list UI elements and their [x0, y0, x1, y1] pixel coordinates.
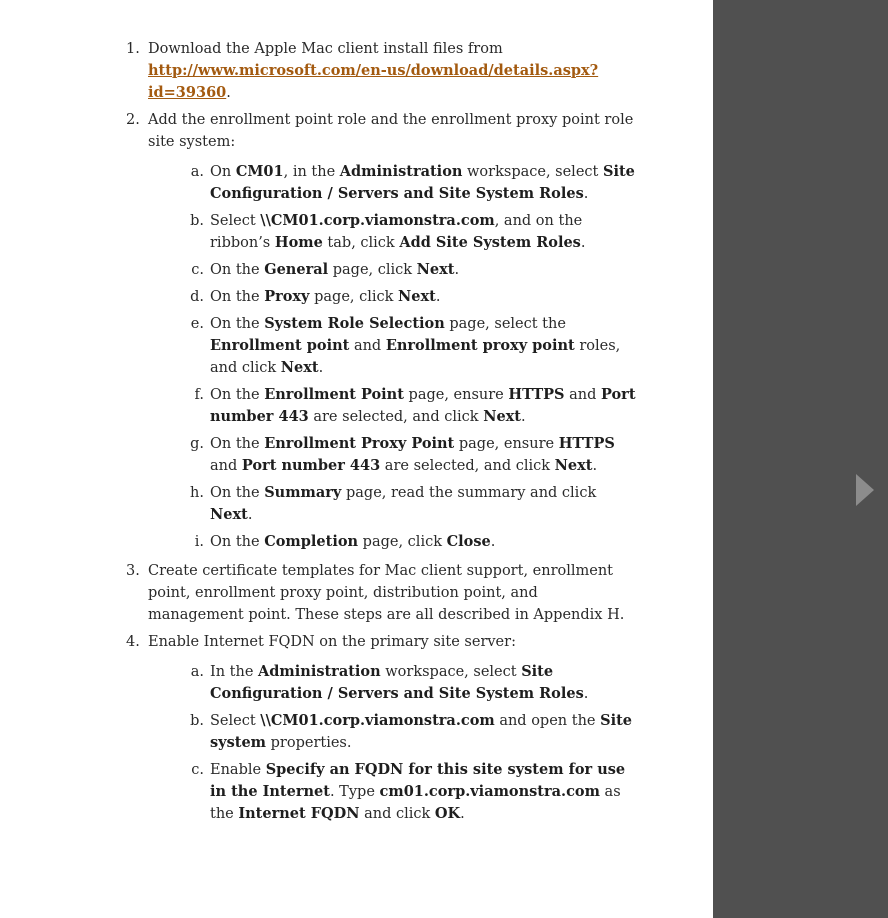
- emphasis-text: Proxy: [264, 288, 310, 305]
- emphasis-text: Port number 443: [241, 457, 381, 474]
- sub-step-text: .: [460, 806, 465, 822]
- emphasis-text: Next: [416, 261, 455, 278]
- step-text: Enable Internet FQDN on the primary site server:: [148, 634, 516, 650]
- step-number: 4.: [126, 634, 140, 650]
- emphasis-text: Next: [554, 457, 593, 474]
- emphasis-text: Site Configuration / Servers and Site System Roles: [210, 663, 584, 702]
- emphasis-text: Close: [446, 533, 491, 550]
- sub-step-item: [188, 433, 636, 477]
- emphasis-text: Completion: [264, 533, 359, 550]
- sub-step-text: are selected, and click: [380, 458, 555, 474]
- sub-step-text: .: [580, 235, 586, 251]
- sub-step-text: and open the: [494, 713, 601, 729]
- emphasis-text: \\CM01.corp.viamonstra.com: [260, 212, 495, 229]
- sub-step-text: page, ensure: [403, 387, 509, 403]
- sub-step-text: roles, and click: [210, 338, 621, 376]
- sub-step-text: and: [349, 338, 386, 354]
- sub-step-letter: a.: [190, 164, 204, 180]
- sub-step-text: In the: [210, 664, 259, 680]
- sub-step-text: .: [583, 186, 589, 202]
- sub-step-text: and: [210, 458, 242, 474]
- emphasis-text: Add Site System Roles: [399, 234, 581, 251]
- sub-steps: [188, 661, 636, 825]
- sub-step-text: On the: [210, 289, 265, 305]
- emphasis-text: Home: [274, 234, 323, 251]
- sub-step-item: [188, 313, 636, 379]
- sub-step-text: , and on the ribbon’s: [210, 213, 583, 251]
- sub-step-letter: i.: [194, 534, 204, 550]
- sub-step-text: On the: [210, 534, 265, 550]
- viewer-side-panel: [713, 0, 888, 918]
- emphasis-text: Next: [398, 288, 436, 305]
- sub-step-text: On the: [210, 485, 265, 501]
- emphasis-text: Site system: [210, 712, 633, 751]
- sub-step-text: On: [210, 164, 236, 180]
- emphasis-text: HTTPS: [508, 386, 565, 403]
- sub-step-text: tab, click: [322, 235, 400, 251]
- sub-step-text: .: [521, 409, 526, 425]
- step-text: Add the enrollment point role and the enrollment proxy point role site system:: [148, 112, 634, 150]
- emphasis-text: Next: [280, 359, 319, 376]
- sub-step-letter: c.: [191, 762, 204, 778]
- sub-step-letter: b.: [190, 213, 204, 229]
- emphasis-text: Internet FQDN: [238, 805, 360, 822]
- download-link[interactable]: http://www.microsoft.com/en-us/download/details.aspx?id=39360: [148, 62, 599, 101]
- sub-step-text: as the: [210, 784, 621, 822]
- sub-step-item: [188, 710, 636, 754]
- sub-step-text: Select: [210, 213, 261, 229]
- sub-step-text: page, click: [358, 534, 447, 550]
- emphasis-text: Port number 443: [210, 386, 636, 425]
- sub-step-text: On the: [210, 387, 265, 403]
- sub-step-item: [188, 259, 636, 281]
- step-item: [126, 560, 636, 626]
- emphasis-text: cm01.corp.viamonstra.com: [379, 783, 600, 800]
- sub-step-item: [188, 759, 636, 825]
- emphasis-text: OK: [434, 805, 461, 822]
- step-text: Download the Apple Mac client install files from: [148, 41, 503, 57]
- step-text: Create certificate templates for Mac client support, enrollment point, enrollment proxy point, distribution point, and management point. These steps are all described in Appendix H.: [148, 563, 625, 623]
- instructions: [126, 38, 636, 832]
- emphasis-text: Site Configuration / Servers and Site System Roles: [210, 163, 635, 202]
- sub-step-item: [188, 661, 636, 705]
- step-text-tail: .: [226, 85, 231, 101]
- emphasis-text: Summary: [264, 484, 342, 501]
- emphasis-text: Next: [210, 506, 248, 523]
- emphasis-text: Enrollment Point: [264, 386, 404, 403]
- sub-step-text: .: [454, 262, 460, 278]
- sub-step-letter: a.: [190, 664, 204, 680]
- emphasis-text: Enrollment point: [210, 337, 350, 354]
- sub-step-letter: d.: [190, 289, 204, 305]
- sub-step-letter: h.: [190, 485, 204, 501]
- sub-step-text: and click: [359, 806, 435, 822]
- sub-steps: [188, 161, 636, 553]
- emphasis-text: Administration: [339, 163, 463, 180]
- sub-step-text: On the: [210, 316, 265, 332]
- sub-step-text: are selected, and click: [308, 409, 484, 425]
- sub-step-item: [188, 286, 636, 308]
- sub-step-text: On the: [210, 436, 265, 452]
- emphasis-text: Administration: [258, 663, 381, 680]
- step-item: [126, 109, 636, 553]
- emphasis-text: Next: [483, 408, 522, 425]
- step-number: 2.: [126, 112, 140, 128]
- sub-step-letter: f.: [194, 387, 204, 403]
- sub-step-item: [188, 531, 636, 553]
- emphasis-text: HTTPS: [558, 435, 615, 452]
- emphasis-text: Enrollment proxy point: [385, 337, 575, 354]
- step-item: [126, 38, 636, 104]
- sub-step-text: page, click: [309, 289, 399, 305]
- sub-step-letter: b.: [190, 713, 204, 729]
- sub-step-text: page, ensure: [454, 436, 559, 452]
- sub-step-letter: g.: [190, 436, 204, 452]
- sub-step-text: .: [583, 686, 589, 702]
- sub-step-text: On the: [210, 262, 265, 278]
- sub-step-text: .: [490, 534, 496, 550]
- step-number: 3.: [126, 563, 140, 579]
- sub-step-text: page, click: [328, 262, 417, 278]
- sub-step-item: [188, 210, 636, 254]
- emphasis-text: Specify an FQDN for this site system for use in the Internet: [210, 761, 626, 800]
- sub-step-text: Enable: [210, 762, 266, 778]
- sub-step-text: properties.: [266, 735, 352, 751]
- sub-step-item: [188, 482, 636, 526]
- sub-step-text: and: [564, 387, 601, 403]
- sub-step-text: page, select the: [444, 316, 566, 332]
- numbered-steps: [126, 38, 636, 825]
- sub-step-item: [188, 384, 636, 428]
- sub-step-text: Select: [210, 713, 261, 729]
- next-page-arrow-icon[interactable]: [856, 474, 874, 506]
- sub-step-item: [188, 161, 636, 205]
- sub-step-text: page, read the summary and click: [341, 485, 597, 501]
- sub-step-text: workspace, select: [380, 664, 522, 680]
- emphasis-text: Enrollment Proxy Point: [264, 435, 455, 452]
- step-item: [126, 631, 636, 825]
- emphasis-text: CM01: [235, 163, 284, 180]
- sub-step-text: , in the: [283, 164, 340, 180]
- emphasis-text: General: [264, 261, 329, 278]
- sub-step-text: workspace, select: [462, 164, 603, 180]
- emphasis-text: \\CM01.corp.viamonstra.com: [260, 712, 495, 729]
- sub-step-letter: c.: [191, 262, 204, 278]
- sub-step-text: .: [247, 507, 253, 523]
- sub-step-text: .: [435, 289, 441, 305]
- sub-step-text: . Type: [329, 784, 380, 800]
- sub-step-text: .: [592, 458, 598, 474]
- sub-step-text: .: [318, 360, 324, 376]
- emphasis-text: System Role Selection: [264, 315, 445, 332]
- sub-step-letter: e.: [190, 316, 204, 332]
- step-number: 1.: [126, 41, 140, 57]
